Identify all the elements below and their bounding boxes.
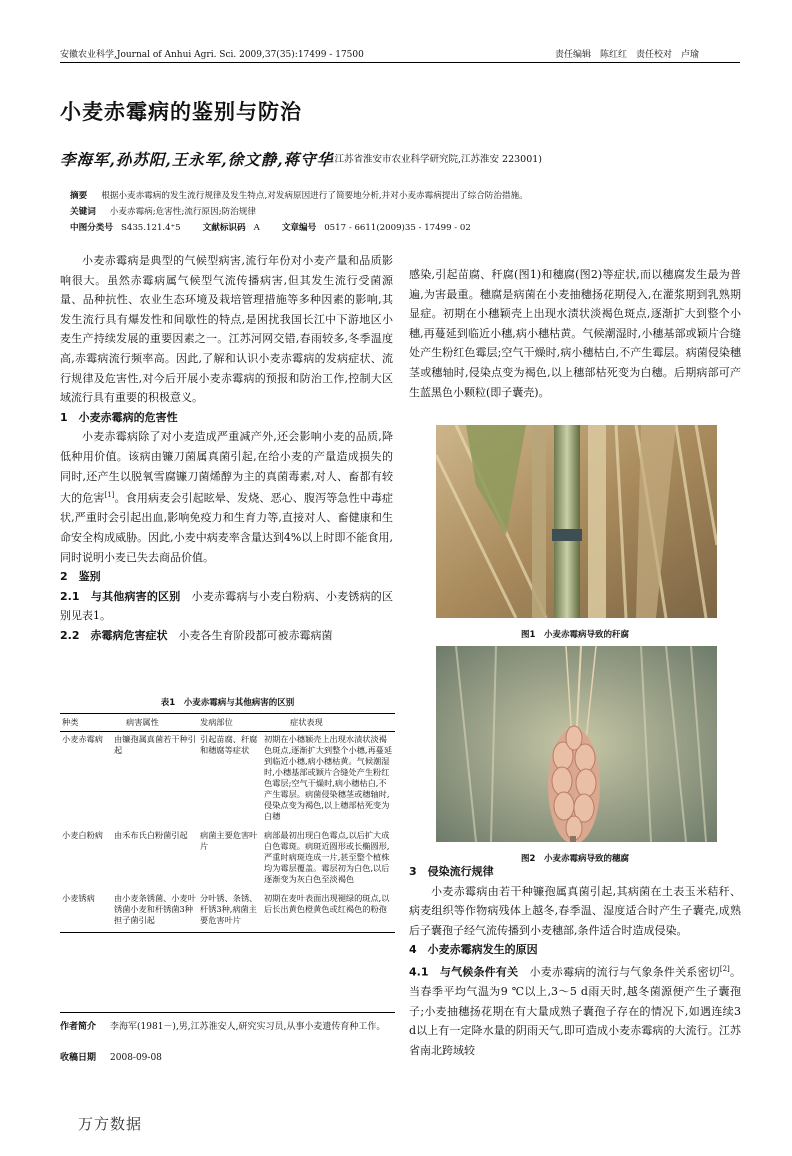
received-date [60,1050,162,1063]
affiliation: （江苏省淮安市农业科学研究院,江苏淮安 223001) [325,154,543,165]
section-1-text-b: 。食用病麦会引起眩晕、发烧、恶心、腹泻等急性中毒症状,严重时会引起出血,影响免疫力和生育力等,直接对人、畜健康和生命安全构成威胁。因此,小麦中病麦率含量达到4%以上时即不能食用,同时说明小麦已失去商品价值。 [60,491,393,564]
table-cell: 分叶锈、条锈、杆锈3种,病菌主要危害叶片 [198,891,262,933]
head-blight-illustration [436,646,717,842]
article-title: 小麦赤霉病的鉴别与防治 [60,100,302,124]
table-header-cell: 症状表现 [262,714,395,732]
table-cell: 病部最初出现白色霉点,以后扩大成白色霉斑。病斑近圆形或长椭圆形,严重时病斑连成一片,甚至整个植株均为霉层覆盖。霉层初为白色,以后逐渐变为灰白色至淡褐色 [264,830,390,884]
section-3-paragraph: 小麦赤霉病由若干种镰孢属真菌引起,其病菌在土表玉米秸秆、病麦组织等作物病残体上越冬,春季温、湿度适合时产生子囊壳,成熟后子囊孢子经气流传播到小麦穗部,条件适合时造成侵染。 [409,884,741,937]
table-cell: 小麦赤霉病 [62,734,103,744]
section-2-heading: 2 鉴别 [60,570,101,584]
doc-code-label: 文献标识码 [202,223,246,233]
table-cell: 病菌主要危害叶片 [200,830,258,851]
right-column-bottom [409,862,741,1061]
table-header-cell: 种类 [60,714,112,732]
table-cell: 初期在麦叶表面出现褪绿的斑点,以后长出黄色橙黄色或红褐色的粉孢 [262,891,395,933]
doc-code-value: A [253,223,260,233]
abstract-label: 摘要 [70,191,88,201]
table-cell: 由禾布氏白粉菌引起 [114,830,188,840]
intro-paragraph: 小麦赤霉病是典型的气候型病害,流行年份对小麦产量和品质影响很大。虽然赤霉病属气候型气流传播病害,但其发生流行受菌源量、品种抗性、农业生态环境及栽培管理措施等多种因素的影响,其发生流行具有爆发性和间歇性的特点,是困扰我国长江中下游地区小麦生产持续发展的重要因素之一。江苏河网交错,春雨较多,冬季温度高,赤霉病流行频率高。因此,了解和认识小麦赤霉病的发病症状、流行规律及危害性,对今后开展小麦赤霉病的预报和防治工作,控制大区域流行具有重要的积极意义。 [60,254,393,405]
citation-1: [1] [104,491,115,500]
table-header-row [60,714,395,732]
section-1-paragraph [60,427,393,567]
clc-label: 中图分类号 [70,223,113,233]
section-2-2-text: 小麦各生育阶段都可被赤霉病菌 [178,628,333,642]
footnote-rule [60,1012,395,1013]
table-row [60,891,395,933]
section-2-1 [60,587,393,626]
table-caption: 表1 小麦赤霉病与其他病害的区别 [160,698,295,708]
table-cell: 初期在小穗颖壳上出现水渍状淡褐色斑点,逐渐扩大到整个小穗,再蔓延到临近小穗,病小穗枯黄。气候潮湿时,小穗基部或颖片合缝处产生粉红色霉层;空气干燥时,病小穗枯白,不产生霉层。病菌侵染穗茎或穗轴时,侵染点变为褐色,以上穗部枯死变为白穗 [264,734,393,821]
author-bio-label: 作者简介 [60,1022,97,1032]
keywords [70,205,256,217]
section-4-1-heading: 4.1 与气候条件有关 [409,965,519,979]
keywords-label: 关键词 [70,207,96,217]
section-1-heading: 1 小麦赤霉病的危害性 [60,410,178,424]
figure-1-photo [436,425,717,618]
editor-credit: 责任编辑 陈红红 责任校对 卢瑜 [555,50,700,60]
comparison-table [60,713,395,933]
keywords-text: 小麦赤霉病;危害性;流行原因;防治规律 [109,207,256,217]
article-no-label: 文章编号 [281,223,317,233]
section-4-heading: 4 小麦赤霉病发生的原因 [409,943,538,957]
table-header-cell: 发病部位 [198,714,262,732]
section-4-1-text-a: 小麦赤霉病的流行与气象条件关系密切 [529,965,720,979]
author-bio [60,1020,395,1035]
citation-2: [2] [719,964,730,973]
stem-rot-illustration [436,425,717,618]
section-3-heading: 3 侵染流行规律 [409,865,494,878]
received-date-label: 收稿日期 [60,1053,97,1063]
table-row [60,732,395,829]
section-2-2 [60,626,393,646]
header-rule [60,62,740,63]
left-column [60,251,393,646]
section-1-text-a: 小麦赤霉病除了对小麦造成严重减产外,还会影响小麦的品质,降低种用价值。该病由镰刀菌属真菌引起,在给小麦的产量造成损失的同时,还产生以脱氧雪腐镰刀菌烯醇为主的真菌毒素,对人、畜都有较大的危害 [60,430,393,505]
table-cell: 引起苗腐、秆腐和穗腐等症状 [200,734,258,755]
continued-paragraph: 感染,引起苗腐、秆腐(图1)和穗腐(图2)等症状,而以穗腐发生最为普遍,为害最重。穗腐是病菌在小麦抽穗扬花期侵入,在灌浆期到乳熟期显症。初期在小穗颖壳上出现水渍状淡褐色斑点,逐渐扩大到整个小穗,再蔓延到临近小穗,病小穗枯黄。气候潮湿时,小穗基部或颖片合缝处产生粉红色霉层;空气干燥时,病小穗枯白,不产生霉层。病菌侵染穗茎或穗轴时,侵染点变为褐色,以上穗部枯死变为白穗。后期病部可产生蓝黑色小颗粒(即子囊壳)。 [409,268,741,399]
author-bio-text: 李海军(1981－),男,江苏淮安人,研究实习员,从事小麦遗传育种工作。 [110,1022,386,1032]
table-cell: 小麦白粉病 [62,830,103,840]
table-cell: 由小麦条锈菌、小麦叶锈菌小麦和杆锈菌3种担子菌引起 [112,891,198,933]
figure-2-photo [436,646,717,842]
article-no-value: 0517 - 6611(2009)35 - 17499 - 02 [324,223,471,233]
section-4-1 [409,960,741,1061]
table-cell: 由镰孢属真菌若干种引起 [114,734,196,755]
journal-citation: 安徽农业科学,Journal of Anhui Agri. Sci. 2009,37(35):17499 - 17500 [60,50,364,60]
section-4-1-text-b: 。当春季平均气温为9 ℃以上,3～5 d雨天时,越冬菌源便产生子囊孢子;小麦抽穗扬花期在有大量成熟子囊孢子存在的情况下,如遇连续3 d以上有一定降水量的阴雨天气,即可造成小麦赤霉病的大流行。江苏省南北跨域较 [409,965,741,1057]
author-list: 李海军,孙苏阳,王永军,徐文静,蒋守华 [60,150,334,169]
table-cell: 小麦锈病 [60,891,112,933]
table-row [60,828,395,891]
figure-2-caption: 图2 小麦赤霉病导致的穗腐 [521,854,629,864]
received-date-value: 2008-09-08 [110,1053,162,1063]
abstract [70,189,528,201]
clc-value: S435.121.4⁺5 [120,223,181,233]
classification-line [70,221,471,233]
wanfang-watermark: 万方数据 [78,1115,143,1133]
section-2-1-text: 小麦赤霉病与小麦白粉病、小麦锈病的区别见表1。 [60,589,393,623]
figure-1-caption: 图1 小麦赤霉病导致的秆腐 [521,630,629,640]
right-column-top [409,265,741,402]
section-2-1-heading: 2.1 与其他病害的区别 [60,589,181,603]
section-2-2-heading: 2.2 赤霉病危害症状 [60,628,168,642]
abstract-text: 根据小麦赤霉病的发生流行规律及发生特点,对发病原因进行了简要地分析,并对小麦赤霉病提出了综合防治措施。 [101,191,528,201]
table-header-cell: 病害属性 [112,714,198,732]
